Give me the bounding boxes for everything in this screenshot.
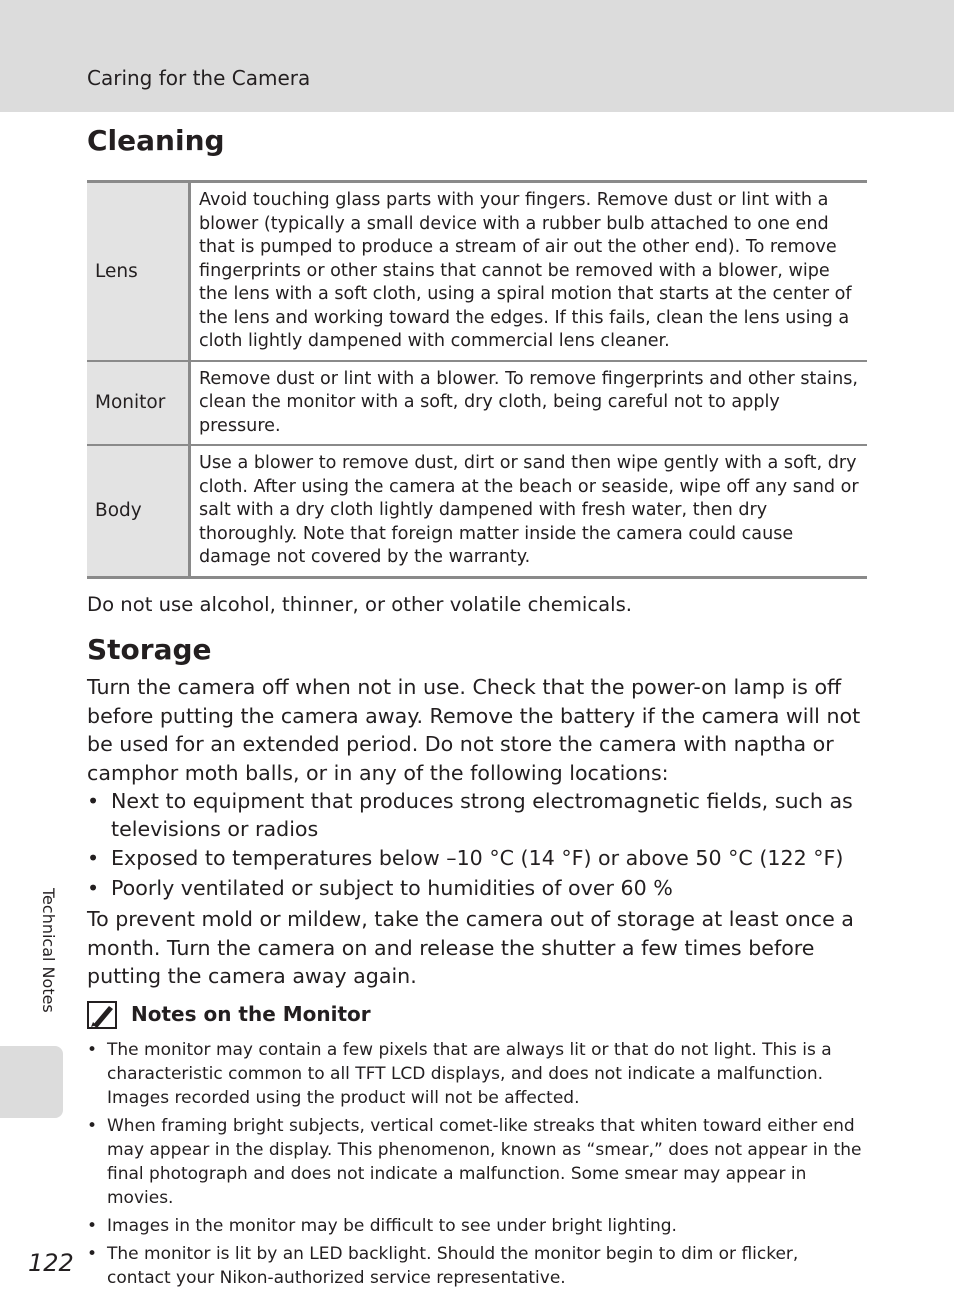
row-label-lens: Lens	[87, 182, 190, 361]
breadcrumb: Caring for the Camera	[87, 66, 311, 90]
cleaning-table	[87, 180, 867, 579]
table-row	[87, 445, 867, 577]
note-text: The monitor may contain a few pixels that are always lit or that do not light. This is a characteristic common to all TFT LCD displays, and does not indicate a malfunction. Images recorded using the product will not be affected.	[107, 1040, 832, 1108]
note-text: When framing bright subjects, vertical comet-like streaks that whiten toward either end may appear in the display. This phenomenon, known as “smear,” does not appear in the final photograph and does not indicate a malfunction. Some smear may appear in movies.	[107, 1116, 862, 1208]
note-text: The monitor is lit by an LED backlight. Should the monitor begin to dim or flicker, contact your Nikon-authorized service representative.	[107, 1244, 799, 1288]
row-label-body: Body	[87, 445, 190, 577]
row-text-body: Use a blower to remove dust, dirt or sand then wipe gently with a soft, dry cloth. After using the camera at the beach or seaside, wipe off any sand or salt with a dry cloth lightly dampened with fresh water, then dry thoroughly. Note that foreign matter inside the camera could cause damage not covered by the warranty.	[190, 445, 868, 577]
bullet: •	[87, 789, 100, 813]
list-item	[87, 1114, 865, 1210]
table-row	[87, 182, 867, 361]
list-item-text: Poorly ventilated or subject to humidities of over 60 %	[111, 875, 673, 900]
list-item	[87, 845, 862, 873]
bullet: •	[87, 846, 100, 870]
storage-intro: Turn the camera off when not in use. Check that the power-on lamp is off before putting the camera away. Remove the battery if the camera will not be used for an extended period. Do not store the camera with naptha or camphor moth balls, or in any of the following locations:	[87, 675, 861, 785]
bullet: •	[87, 1244, 98, 1264]
list-item-text: Exposed to temperatures below –10 °C (14 °F) or above 50 °C (122 °F)	[111, 846, 844, 870]
section-side-label: Technical Notes	[39, 888, 58, 1013]
cleaning-heading: Cleaning	[87, 124, 225, 157]
note-text: Images in the monitor may be difficult to see under bright lighting.	[107, 1216, 677, 1236]
notes-list	[87, 1038, 865, 1294]
list-item-text: Next to equipment that produces strong electromagnetic fields, such as televisions or radios	[111, 789, 853, 841]
storage-mold-text: To prevent mold or mildew, take the camera out of storage at least once a month. Turn the camera on and release the shutter a few times before putting the camera away again.	[87, 907, 854, 988]
header-band	[0, 0, 954, 112]
list-item	[87, 788, 862, 843]
bullet: •	[87, 1116, 98, 1136]
section-thumb-tab	[0, 1046, 63, 1118]
bullet: •	[87, 1040, 98, 1060]
bullet: •	[87, 875, 100, 900]
notes-title: Notes on the Monitor	[131, 1002, 371, 1026]
row-text-monitor: Remove dust or lint with a blower. To remove fingerprints and other stains, clean the monitor with a soft, dry cloth, being careful not to apply pressure.	[190, 361, 868, 446]
pencil-note-icon	[87, 1001, 117, 1029]
storage-heading: Storage	[87, 633, 212, 666]
list-item	[87, 875, 862, 903]
row-text-lens: Avoid touching glass parts with your fingers. Remove dust or lint with a blower (typically a small device with a rubber bulb attached to one end that is pumped to produce a stream of air out the other end). To remove fingerprints or other stains that cannot be removed with a blower, wipe the lens with a soft cloth, using a spiral motion that starts at the center of the lens and working toward the edges. If this fails, clean the lens using a cloth lightly dampened with commercial lens cleaner.	[199, 190, 852, 351]
list-item	[87, 1038, 865, 1110]
list-item	[87, 1214, 865, 1238]
row-label-monitor: Monitor	[87, 361, 190, 446]
storage-list	[87, 788, 862, 904]
list-item	[87, 1242, 865, 1290]
page-number: 122	[28, 1249, 74, 1277]
table-row	[87, 361, 867, 446]
cleaning-caution: Do not use alcohol, thinner, or other volatile chemicals.	[87, 593, 633, 616]
bullet: •	[87, 1216, 98, 1236]
